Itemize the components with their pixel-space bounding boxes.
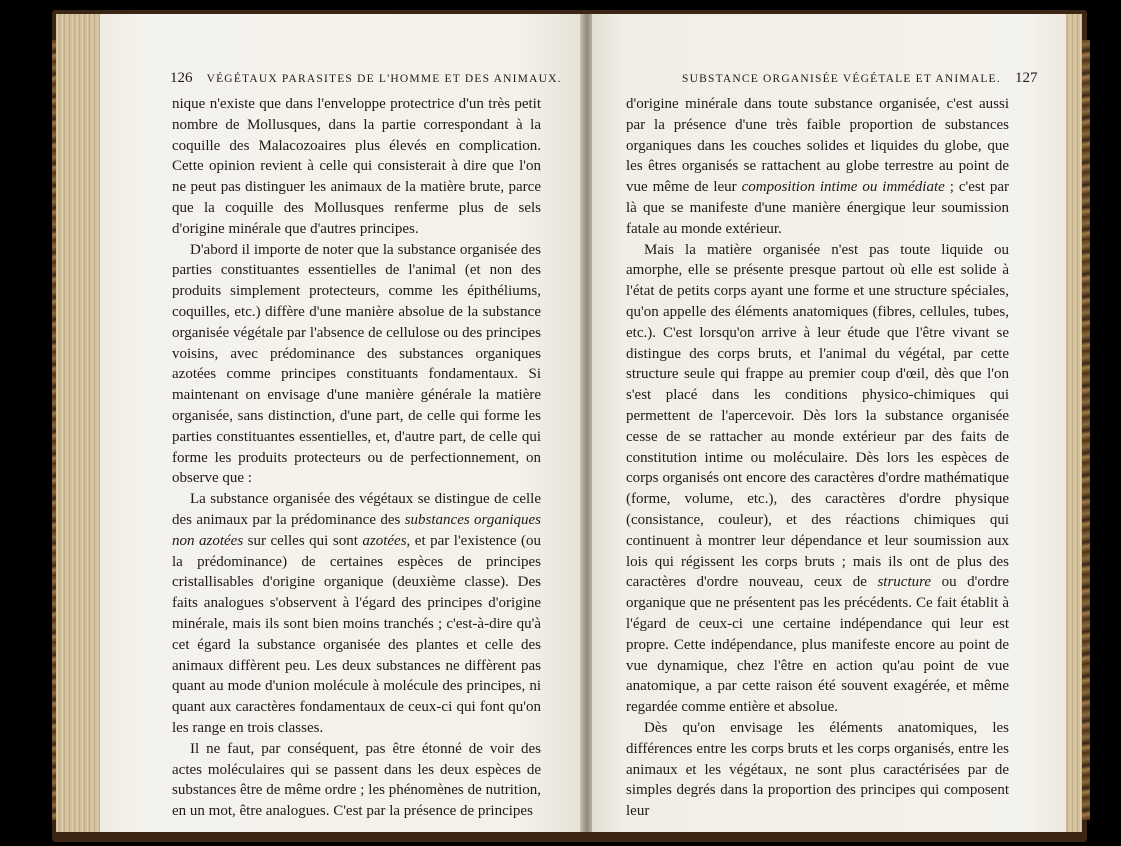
left-running-head: VÉGÉTAUX PARASITES DE L'HOMME ET DES ANIMAUX. <box>206 73 562 85</box>
right-page-number: 127 <box>1014 70 1038 86</box>
right-body-text <box>626 94 1009 822</box>
left-body-text <box>172 94 541 822</box>
left-paragraph: nique n'existe que dans l'enveloppe protectrice d'un très petit nombre de Mollusques, dans la partie correspondant à la coquille des Malacozoaires plus élevés en complication. Cette opinion revient à celle qui consisterait à dire que l'on ne peut pas distinguer les animaux de la matière brute, parce que la coquille des Mollusques renferme plus de sels d'origine minérale que d'autres principes. <box>172 96 541 237</box>
right-paragraph: d'origine minérale dans toute substance organisée, c'est aussi par la présence d'une très faible proportion de substances organiques dans les couches solides et liquides du globe, que les êtres organisés se rattachent au globe terrestre au point de vue même de leur composition intime ou immédiate ; c'est par là que se manifeste d'une manière énergique leur soumission fatale au monde extérieur. <box>626 96 1009 237</box>
right-paragraph: Mais la matière organisée n'est pas toute liquide ou amorphe, elle se présente presque partout où elle est solide à l'état de petits corps ayant une forme et une structure spéciales, qu'on appelle des éléments anatomiques (fibres, cellules, tubes, etc.). C'est lorsqu'on arrive à leur étude que l'être vivant se distingue des corps bruts, et l'animal du végétal, par cette structure seule qui frappe au premier coup d'œil, dès que l'on s'est placé dans les conditions physico-chimiques qui permettent de l'apercevoir. Dès lors la substance organisée cesse de se rattacher au monde extérieur par des faits de constitution intime ou moléculaire. Dès lors les espèces de corps organisés ont encore des caractères d'ordre mathématique (forme, volume, etc.), des caractères d'ordre physique (consistance, couleur), et des réactions chimiques qui continuent à montrer leur dépendance et leur soumission aux lois qui régissent les corps bruts ; mais ils ont de plus des caractères d'ordre nouveau, ceux de structure ou d'ordre organique que ne présentent pas les précédents. Ce fait établit à l'égard de ceux-ci une certaine indépendance qui leur est propre. Cette indépendance, plus manifeste encore au point de vue dynamique, chez l'être en action qu'au point de vue anatomique, a par cette raison été souvent exagérée, et même regardée comme entière et absolue. <box>626 241 1009 716</box>
left-paragraph: Il ne faut, par conséquent, pas être étonné de voir des actes moléculaires qui se passent dans les deux espèces de substances être de même ordre ; les phénomènes de nutrition, en un mot, être analogues. C'est par la présence de principes <box>172 740 541 820</box>
left-paragraph: D'abord il importe de noter que la substance organisée des parties constituantes essentielles de l'animal (et non des produits simplement protecteurs, comme les épithéliums, coquilles, etc.) diffère d'une manière absolue de la substance organisée végétale par l'absence de cellulose ou des principes voisins, avec prédominance des substances organiques azotées comme principes constituants fondamentaux. Si maintenant on envisage d'une manière générale la matière organisée, sans distinction, d'une part, de celle qui forme les parties constituantes essentielles, et, d'autre part, de celle qui forme les produits protecteurs ou de perfectionnement, on observe que : <box>172 241 541 487</box>
right-running-header <box>682 70 1038 90</box>
left-page <box>100 14 582 832</box>
page-stack-left <box>56 14 104 832</box>
right-page <box>592 14 1066 832</box>
right-running-head: SUBSTANCE ORGANISÉE VÉGÉTALE ET ANIMALE. <box>682 73 1001 85</box>
right-paragraph: Dès qu'on envisage les éléments anatomiques, les différences entre les corps bruts et les corps organisés, entre les animaux et les végétaux, ne sont plus caractérisées par de simples degrés dans la proportion des principes qui composent leur <box>626 719 1009 820</box>
left-running-header <box>170 70 570 90</box>
left-page-number: 126 <box>170 70 193 86</box>
page-stack-right <box>1064 14 1082 832</box>
left-paragraph: La substance organisée des végétaux se distingue de celle des animaux par la prédominance des substances organiques non azotées sur celles qui sont azotées, et par l'existence (ou la prédominance) de certaines espèces de principes cristallisables d'origine organique (deuxième classe). Des faits analogues s'observent à l'égard des principes d'origine minérale, mais ils sont bien moins tranchés ; c'est-à-dire qu'à cet égard la substance organisée des plantes et celle des animaux diffèrent peu. Les deux substances ne diffèrent pas quant au mode d'union molécule à molécule des principes, ni quant aux caractères fondamentaux de ceux-ci qui font qu'on les range en trois classes. <box>172 491 541 736</box>
